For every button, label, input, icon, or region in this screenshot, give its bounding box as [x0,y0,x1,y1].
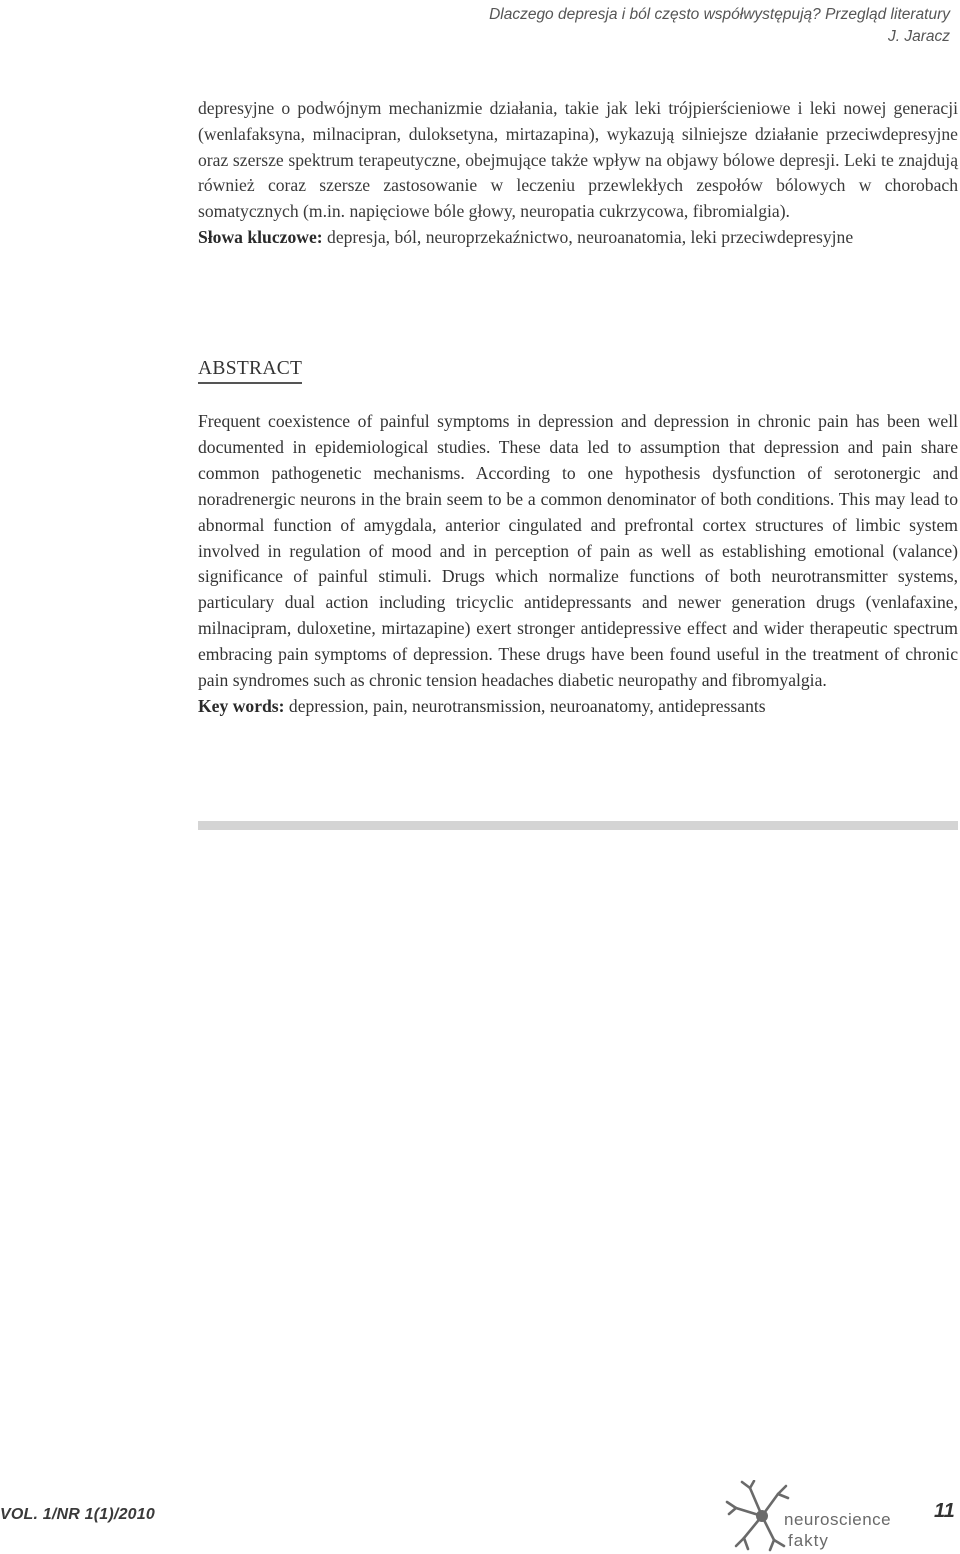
footer-volume: VOL. 1/NR 1(1)/2010 [0,1506,155,1523]
running-head-title: Dlaczego depresja i ból często współwystępują? Przegląd literatury [489,6,950,23]
running-head-author: J. Jaracz [887,28,950,45]
english-abstract-text: Frequent coexistence of painful symptoms in depression and depression in chronic pain has been well documented in epidemiological studies. These data led to assumption that depression and pain share common pathogenetic mechanisms. According to one hypothesis dysfunction of serotonergic and noradrenergic neurons in the brain seem to be a common denominator of both conditions. This may lead to abnormal function of amygdala, anterior cingulated and prefrontal cortex structures of limbic system involved in regulation of mood and in perception of pain as well as establishing emotional (valance) significance of painful stimuli. Drugs which normalize functions of both neurotransmitter systems, particulary dual action including tricyclic antidepressants and newer generation drugs (venlafaxine, milnacipram, duloxetine, mirtazapine) exert stronger antidepressive effect and wider therapeutic spectrum embracing pain symptoms of depression. These drugs have been found useful in the treatment of chronic pain syndromes such as chronic tension headaches diabetic neuropathy and fibromyalgia. [198,411,958,691]
polish-keywords-text: depresja, ból, neuroprzekaźnictwo, neuroanatomia, leki przeciwdepresyjne [327,226,854,247]
logo-text-fakty: fakty [788,1531,829,1550]
section-separator [198,821,958,830]
abstract-heading: ABSTRACT [198,357,302,384]
logo-text-neuroscience: neuroscience [784,1510,892,1529]
polish-keywords [198,225,958,251]
english-keywords-text: depression, pain, neurotransmission, neuroanatomy, antidepressants [288,695,766,716]
page-number: 11 [934,1500,955,1522]
english-keywords [198,694,958,720]
polish-abstract [198,96,958,251]
english-keywords-label: Key words: [198,695,285,716]
running-head [489,4,950,48]
polish-keywords-label: Słowa kluczowe: [198,226,323,247]
polish-abstract-text: depresyjne o podwójnym mechanizmie działania, takie jak leki trójpierścieniowe i leki nowej generacji (wenlafaksyna, milnacipran, duloksetyna, mirtazapina), wykazują silniejsze działanie przeciwdepresyjne oraz szersze spektrum terapeutyczne, obejmujące także wpływ na objawy bólowe depresji. Leki te znajdują również coraz szersze zastosowanie w leczeniu przewlekłych zespołów bólowych w chorobach somatycznych (m.in. napięciowe bóle głowy, neuropatia cukrzycowa, fibromialgia). [198,98,958,222]
neuroscience-fakty-logo [724,1480,924,1552]
english-abstract [198,409,958,720]
